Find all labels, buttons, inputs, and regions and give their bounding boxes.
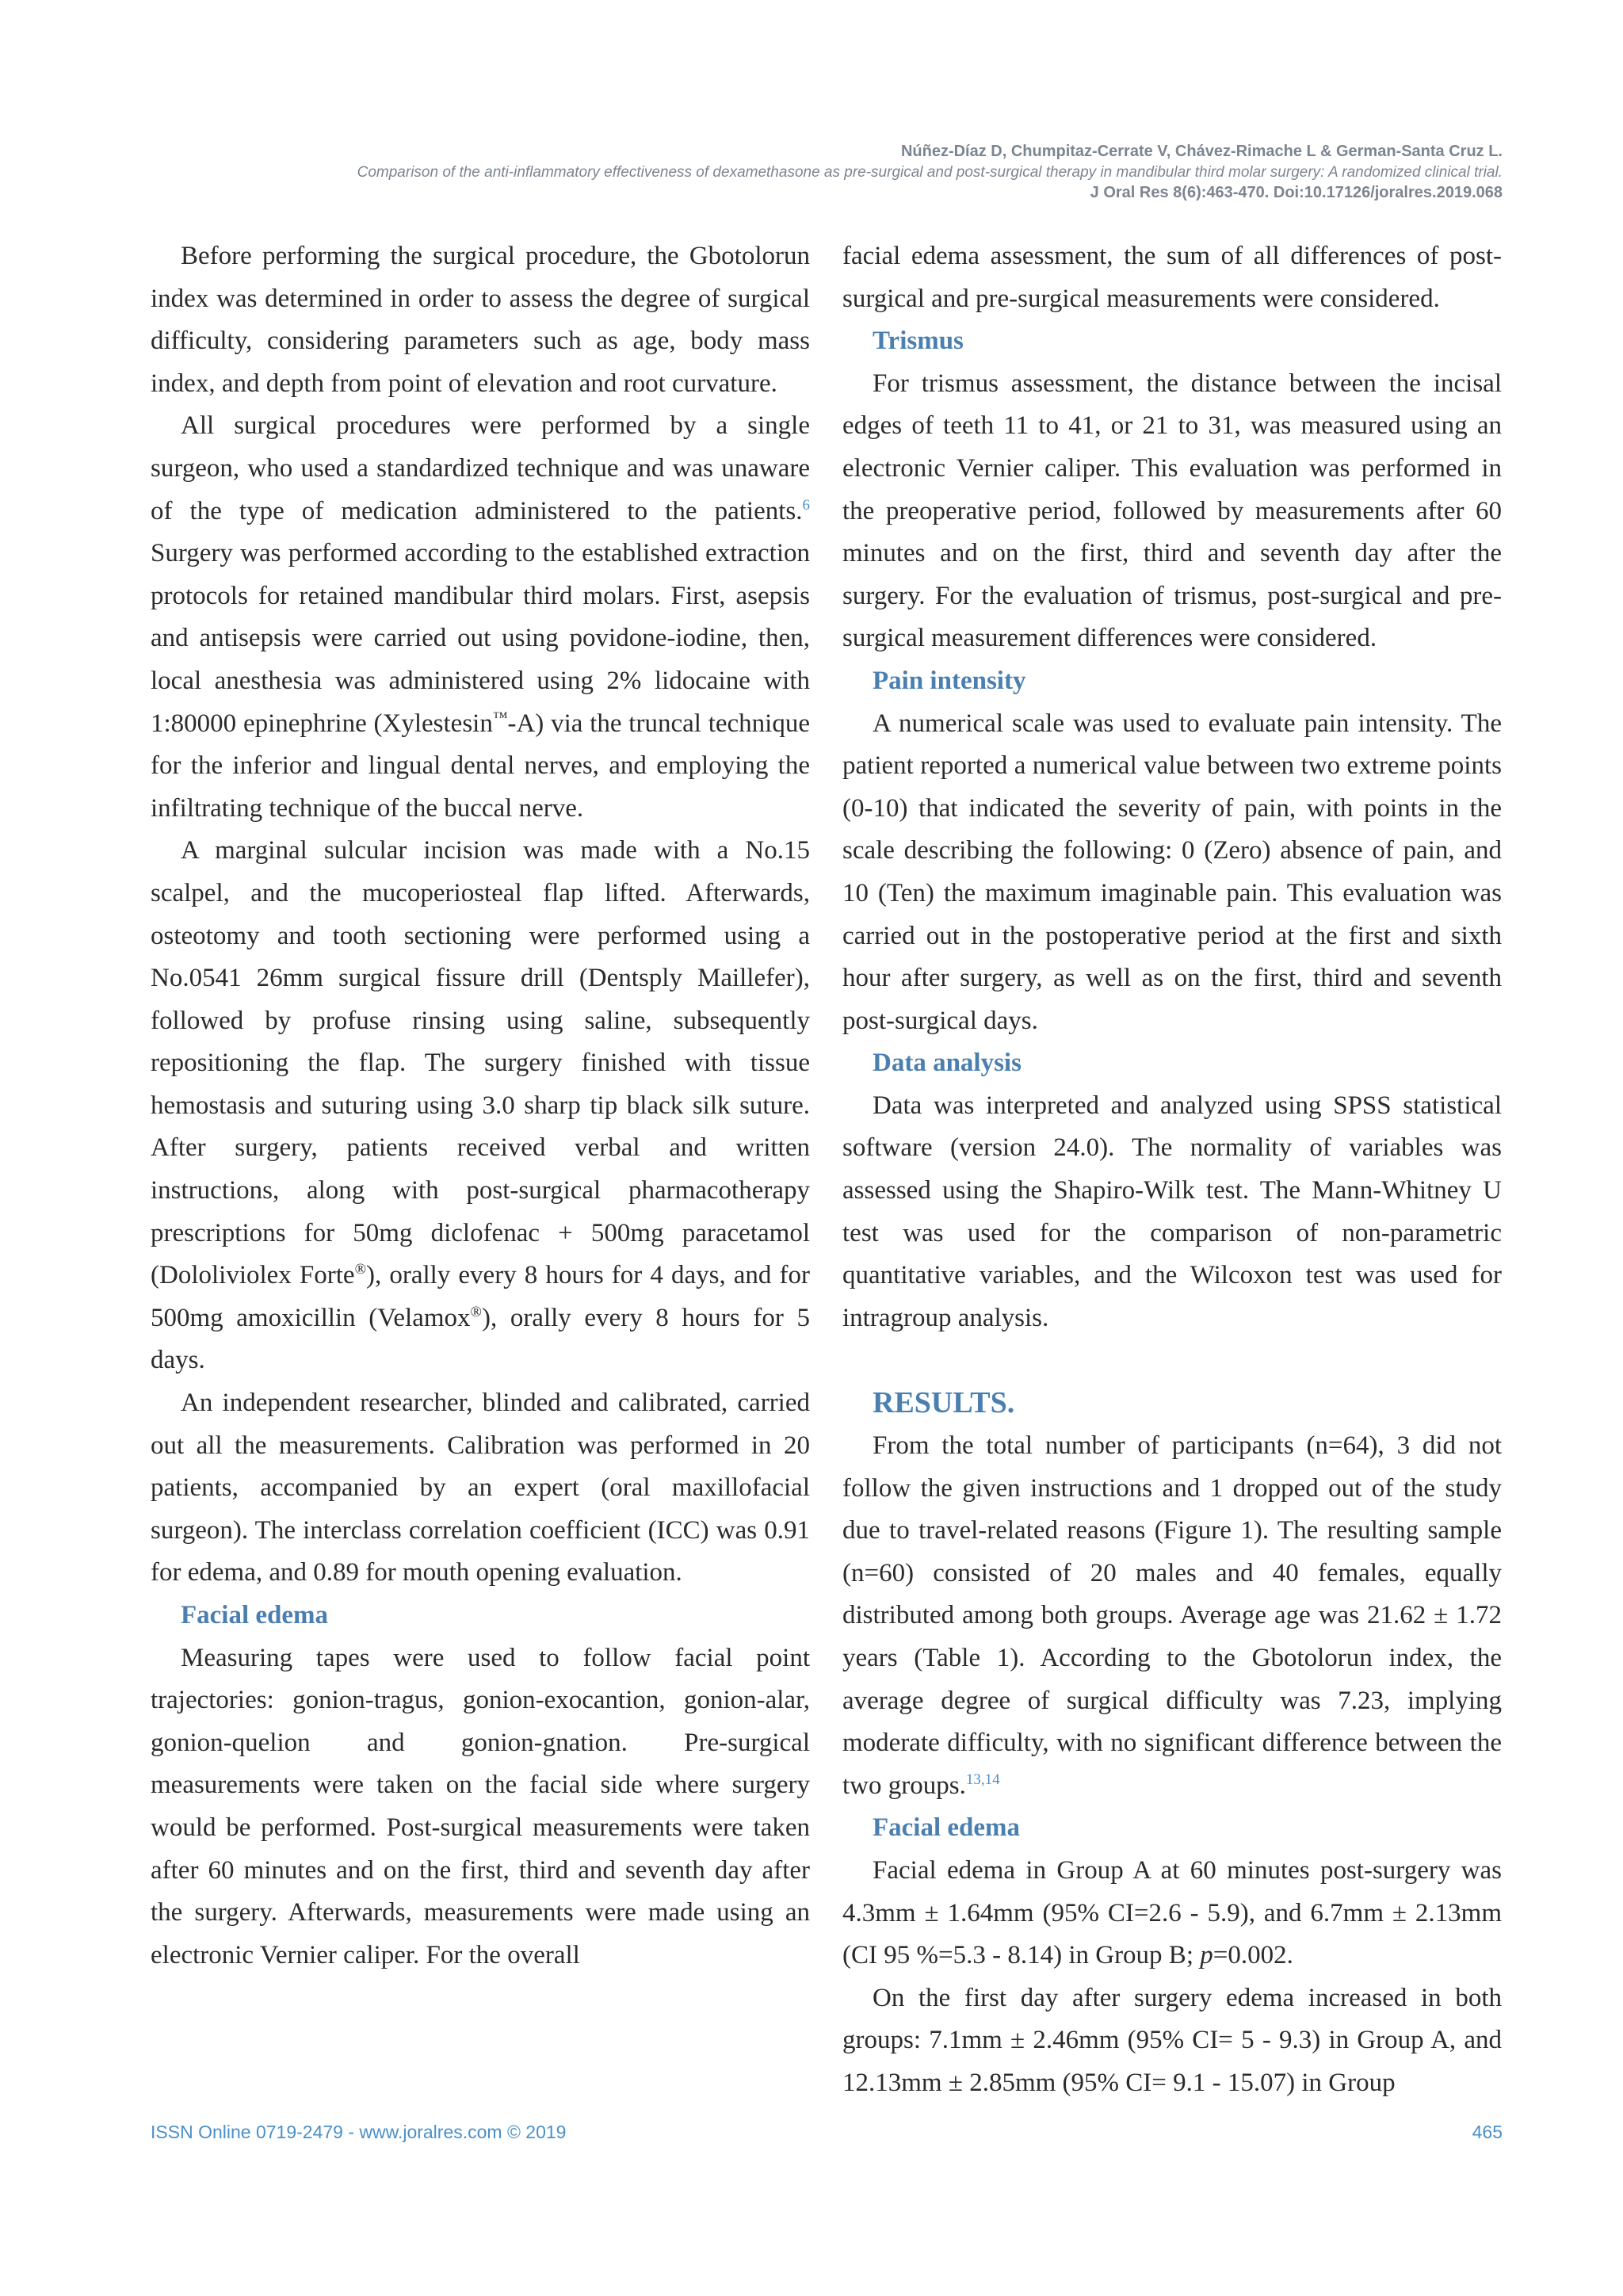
text-run: ), orally every 8 hours for 4 days, and for 500mg amoxicillin (Velamox — [151, 1261, 811, 1332]
section-spacer — [842, 1339, 1502, 1382]
paragraph: On the first day after surgery edema increased in both groups: 7.1mm ± 2.46mm (95% CI= 5 - 9.3) in Group A, and 12.13mm ± 2.85mm (95% CI= 9.1 - 15.07) in Group — [842, 1983, 1502, 2097]
text-run: -A) via the truncal technique for the inferior and lingual dental nerves, and employing the infiltrating technique of the buccal nerve. — [151, 709, 810, 823]
p-value-symbol: p — [1200, 1941, 1213, 1970]
reference-link[interactable]: 6 — [802, 496, 810, 514]
header-article-title: Comparison of the anti-inflammatory effectiveness of dexamethasone as pre-surgical and post-surgical therapy in mandibular third molar surgery: A randomized clinical trial. — [357, 164, 1503, 181]
subheading-trismus: Trismus — [873, 327, 964, 356]
text-run: A marginal sulcular incision was made with a No.15 scalpel, and the mucoperiosteal flap lifted. Afterwards, osteotomy and tooth sectioning were performed using a No.0541 26mm surgical fissure drill (Dentsply Maillefer), followed by profuse rinsing using saline, subsequently repositioning the flap. The surgery finished with tissue hemostasis and suturing using 3.0 sharp tip black silk suture. After surgery, patients received verbal and written instructions, along with post-surgical pharmacotherapy prescriptions for 50mg diclofenac + 500mg paracetamol (Dololiviolex Forte — [151, 836, 810, 1290]
registered-mark: ® — [470, 1303, 482, 1320]
subheading-data-analysis: Data analysis — [873, 1049, 1022, 1078]
text-run: Surgery was performed according to the established extraction protocols for retained mandibular third molars. First, asepsis and antisepsis were carried out using povidone-iodine, then, local anesthesia was administered using 2% lidocaine with 1:80000 epinephrine (Xylestesin — [151, 539, 810, 738]
paragraph: Before performing the surgical procedure, the Gbotolorun index was determined in order to assess the degree of surgical difficulty, considering parameters such as age, body mass index, and depth from point of elevation and root curvature. — [151, 242, 810, 398]
paragraph — [151, 830, 810, 1382]
text-run: From the total number of participants (n=64), 3 did not follow the given instructions and 1 dropped out of the study due to travel-related reasons (Figure 1). The resulting sample (n=60) consisted of 20 males and 40 females, equally distributed among both groups. Average age was 21.62 ± 1.72 years (Table 1). According to the Gbotolorun index, the average degree of surgical difficulty was 7.23, implying moderate difficulty, with no significant difference between the two groups. — [842, 1431, 1502, 1800]
trademark-mark: ™ — [492, 709, 508, 726]
paragraph: An independent researcher, blinded and calibrated, carried out all the measurements. Calibration was performed in 20 patients, accompanied by an expert (oral maxillofacial surgeon). The interclass correlation coefficient (ICC) was 0.91 for edema, and 0.89 for mouth opening evaluation. — [151, 1389, 810, 1587]
paragraph: facial edema assessment, the sum of all differences of post-surgical and pre-surgical measurements were considered. — [842, 242, 1502, 313]
text-run: All surgical procedures were performed by a single surgeon, who used a standardized technique and was unaware of the type of medication administered to the patients. — [151, 411, 810, 525]
section-heading-results: RESULTS. — [873, 1386, 1015, 1420]
subheading-facial-edema: Facial edema — [181, 1601, 329, 1629]
paragraph: A numerical scale was used to evaluate pain intensity. The patient reported a numerical value between two extreme points (0-10) that indicated the severity of pain, with points in the scale describing the following: 0 (Zero) absence of pain, and 10 (Ten) the maximum imaginable pain. This evaluation was carried out in the postoperative period at the first and sixth hour after surgery, as well as on the first, third and seventh post-surgical days. — [842, 709, 1502, 1035]
right-column — [842, 235, 1502, 2105]
paragraph — [842, 1425, 1502, 1807]
subheading-pain-intensity: Pain intensity — [873, 666, 1026, 695]
page-footer — [151, 2122, 1503, 2143]
page-header — [151, 141, 1503, 204]
header-authors: Núñez-Díaz D, Chumpitaz-Cerrate V, Chávez-Rimache L & German-Santa Cruz L. — [900, 143, 1503, 160]
left-column — [151, 235, 810, 1977]
footer-issn: ISSN Online 0719-2479 - www.joralres.com © 2019 — [151, 2122, 567, 2142]
paragraph: For trismus assessment, the distance between the incisal edges of teeth 11 to 41, or 21 to 31, was measured using an electronic Vernier caliper. This evaluation was performed in the preoperative period, followed by measurements after 60 minutes and on the first, third and seventh day after the surgery. For the evaluation of trismus, post-surgical and pre-surgical measurement differences were considered. — [842, 369, 1502, 653]
text-run: Facial edema in Group A at 60 minutes post-surgery was 4.3mm ± 1.64mm (95% CI=2.6 - 5.9), and 6.7mm ± 2.13mm (CI 95 %=5.3 - 8.14) in Group B; — [842, 1855, 1502, 1970]
paragraph — [842, 1850, 1502, 1977]
paragraph — [151, 405, 810, 830]
paragraph: Measuring tapes were used to follow facial point trajectories: gonion-tragus, gonion-exocantion, gonion-alar, gonion-quelion and gonion-gnation. Pre-surgical measurements were taken on the facial side where surgery would be performed. Post-surgical measurements were taken after 60 minutes and on the first, third and seventh day after the surgery. Afterwards, measurements were made using an electronic Vernier caliper. For the overall — [151, 1643, 810, 1969]
page-number: 465 — [1472, 2122, 1503, 2142]
subheading-facial-edema-results: Facial edema — [873, 1813, 1021, 1843]
text-run: ), orally every 8 hours for 5 days. — [151, 1303, 810, 1375]
reference-link[interactable]: 13,14 — [965, 1771, 1000, 1788]
registered-mark: ® — [354, 1261, 366, 1278]
header-citation: J Oral Res 8(6):463-470. Doi:10.17126/joralres.2019.068 — [1090, 184, 1503, 201]
paragraph: Data was interpreted and analyzed using SPSS statistical software (version 24.0). The normality of variables was assessed using the Shapiro-Wilk test. The Mann-Whitney U test was used for the comparison of non-parametric quantitative variables, and the Wilcoxon test was used for intragroup analysis. — [842, 1091, 1502, 1332]
text-run: =0.002. — [1212, 1941, 1293, 1970]
